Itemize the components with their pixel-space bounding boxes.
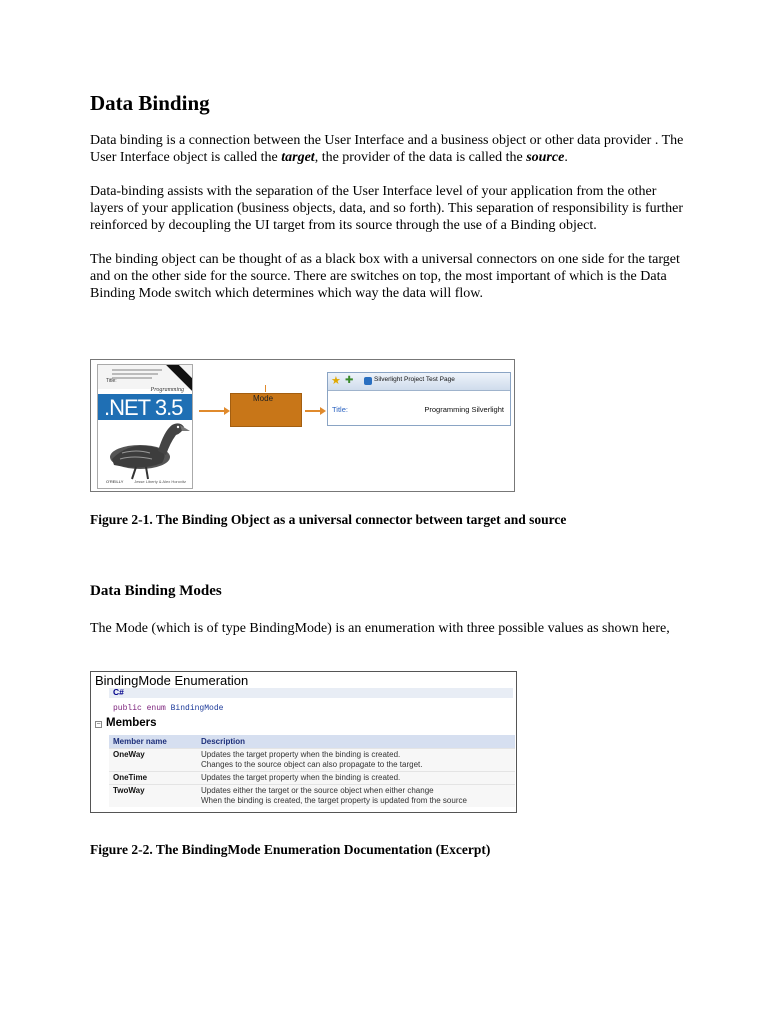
mode-switch-tick <box>265 385 266 392</box>
browser-toolbar <box>328 373 510 391</box>
section-heading: Data Binding Modes <box>90 583 222 599</box>
table-row: OneTime Updates the target property when the binding is created. <box>109 772 515 785</box>
table-row: TwoWay Updates either the target or the source object when either change When the binding is created, the target property is updated from the source <box>109 785 515 808</box>
page-title: Data Binding <box>90 91 210 115</box>
book-subtitle: Programming <box>150 387 184 393</box>
browser-title-value: Programming Silverlight <box>424 405 504 414</box>
binding-object-figure <box>90 359 515 492</box>
figure1-caption-wrap <box>90 511 710 528</box>
publisher-logo: O'REILLY <box>106 479 124 484</box>
doc-title: BindingMode Enumeration <box>95 673 249 688</box>
mode-label: Mode <box>253 394 274 403</box>
figure2-caption: Figure 2-2. The BindingMode Enumeration Documentation (Excerpt) <box>90 842 491 857</box>
favorites-add-icon: ✚ <box>345 375 354 386</box>
col-description: Description <box>197 735 515 749</box>
binding-mode-doc-figure <box>90 671 517 813</box>
figure2-caption-wrap <box>90 841 710 858</box>
black-box-paragraph: The binding object can be thought of as a black box with a universal connectors on one side for the target and on the other side for the source. There are switches on top, the most important of which is the Data Binding Mode switch which determines which way the data will flow. <box>90 252 680 301</box>
source-term: source <box>526 150 565 165</box>
col-member-name: Member name <box>109 735 197 749</box>
code-declaration: public enum BindingMode <box>113 704 224 713</box>
silverlight-icon <box>364 377 372 385</box>
browser-window-image <box>327 372 511 426</box>
bird-illustration <box>102 409 192 481</box>
target-term: target <box>281 150 315 165</box>
intro-text-3: . <box>564 150 568 165</box>
star-icon: ★ <box>331 375 341 387</box>
intro-text-2: , the provider of the data is called the <box>314 150 527 165</box>
modes-paragraph: The Mode (which is of type BindingMode) is an enumeration with three possible values as shown here, <box>90 621 670 636</box>
book-authors: Jesse Liberty & Alex Horovitz <box>134 479 186 484</box>
arrow-left <box>199 410 225 412</box>
table-row: OneWay Updates the target property when the binding is created. Changes to the source object can also propagate to the target. <box>109 749 515 772</box>
intro-paragraph <box>90 132 690 166</box>
modes-paragraph-wrap <box>90 620 690 654</box>
arrow-right <box>305 410 321 412</box>
book-title-label: Title: <box>106 378 117 384</box>
binding-object-box <box>230 393 302 427</box>
separation-paragraph: Data-binding assists with the separation of the User Interface level of your application from the other layers of your application (business objects, data, and so forth). This separation of responsibility is further reinforced by decoupling the UI target from its source through the use of a Binding object. <box>90 184 684 233</box>
collapse-icon: − <box>96 721 101 728</box>
book-band-text: .NET 3.5 <box>104 395 183 420</box>
members-table <box>109 735 515 807</box>
book-cover-image <box>97 364 193 489</box>
browser-tab-title: Silverlight Project Test Page <box>374 376 455 383</box>
browser-title-label: Title: <box>332 405 348 414</box>
intro-text-1: Data binding is a connection between the User Interface and a business object or other data provider . The User Interface object is called the <box>90 133 684 165</box>
members-heading: Members <box>106 717 157 729</box>
document-page <box>90 88 690 319</box>
figure1-caption: Figure 2-1. The Binding Object as a universal connector between target and source <box>90 512 567 527</box>
language-label: C# <box>113 687 124 697</box>
section2 <box>90 583 710 600</box>
